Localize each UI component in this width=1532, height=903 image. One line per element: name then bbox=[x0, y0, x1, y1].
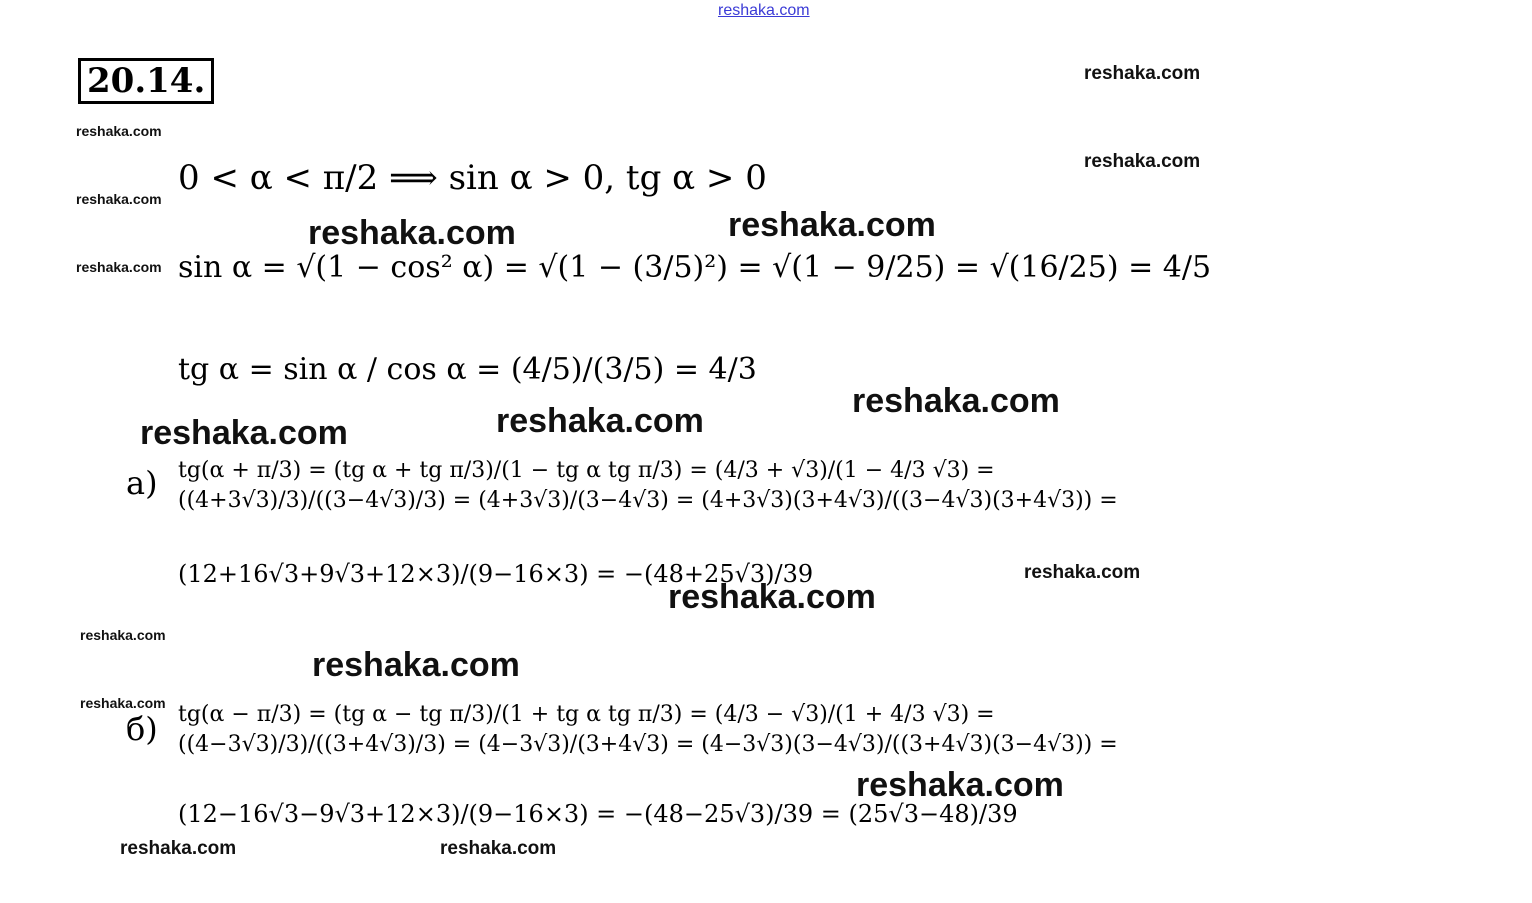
watermark: reshaka.com bbox=[852, 382, 1060, 420]
part-b-line-1: tg(α − π/3) = (tg α − tg π/3)/(1 + tg α tg π/3) = (4/3 − √3)/(1 + 4/3 √3) = ((4−3√3)/3)/((3+4√3)/3) = (4−3√3)/(3+4√3) = (4−3√3)(3−4√3)/((3+4√3)(3−4√3)) = bbox=[178, 702, 1118, 757]
part-a-line-1: tg(α + π/3) = (tg α + tg π/3)/(1 − tg α tg π/3) = (4/3 + √3)/(1 − 4/3 √3) = ((4+3√3)/3)/((3−4√3)/3) = (4+3√3)/(3−4√3) = (4+3√3)(3+4√3)/((3−4√3)(3+4√3)) = bbox=[178, 458, 1118, 513]
problem-number: 20.14. bbox=[78, 58, 214, 104]
tg-text: tg α = sin α / cos α = (4/5)/(3/5) = 4/3 bbox=[178, 352, 757, 387]
tg-line bbox=[178, 352, 757, 387]
watermark: reshaka.com bbox=[76, 259, 162, 275]
watermark: reshaka.com bbox=[440, 838, 557, 859]
watermark: reshaka.com bbox=[80, 695, 166, 711]
condition-text: 0 < α < π/2 ⟹ sin α > 0, tg α > 0 bbox=[178, 158, 767, 198]
watermark: reshaka.com bbox=[80, 627, 166, 643]
watermark: reshaka.com bbox=[856, 766, 1064, 804]
watermark: reshaka.com bbox=[1084, 63, 1201, 84]
part-a-line-2: (12+16√3+9√3+12×3)/(9−16×3) = −(48+25√3)/39 bbox=[178, 560, 814, 588]
watermark: reshaka.com bbox=[308, 214, 516, 252]
sin-text: sin α = √(1 − cos² α) = √(1 − (3/5)²) = √(1 − 9/25) = √(16/25) = 4/5 bbox=[178, 250, 1212, 285]
watermark: reshaka.com bbox=[120, 838, 237, 859]
top-site-link[interactable]: reshaka.com bbox=[718, 2, 810, 19]
watermark: reshaka.com bbox=[76, 123, 162, 139]
watermark: reshaka.com bbox=[140, 414, 348, 452]
watermark: reshaka.com bbox=[1084, 151, 1201, 172]
watermark: reshaka.com bbox=[1024, 562, 1141, 583]
part-b-line-2: (12−16√3−9√3+12×3)/(9−16×3) = −(48−25√3)/39 = (25√3−48)/39 bbox=[178, 800, 1018, 828]
condition-line bbox=[178, 158, 767, 198]
part-b-label: б) bbox=[126, 710, 158, 748]
sin-line bbox=[178, 250, 1211, 285]
watermark: reshaka.com bbox=[668, 578, 876, 616]
part-a-label: а) bbox=[126, 464, 158, 502]
watermark: reshaka.com bbox=[312, 646, 520, 684]
watermark: reshaka.com bbox=[728, 206, 936, 244]
watermark: reshaka.com bbox=[76, 191, 162, 207]
watermark: reshaka.com bbox=[496, 402, 704, 440]
